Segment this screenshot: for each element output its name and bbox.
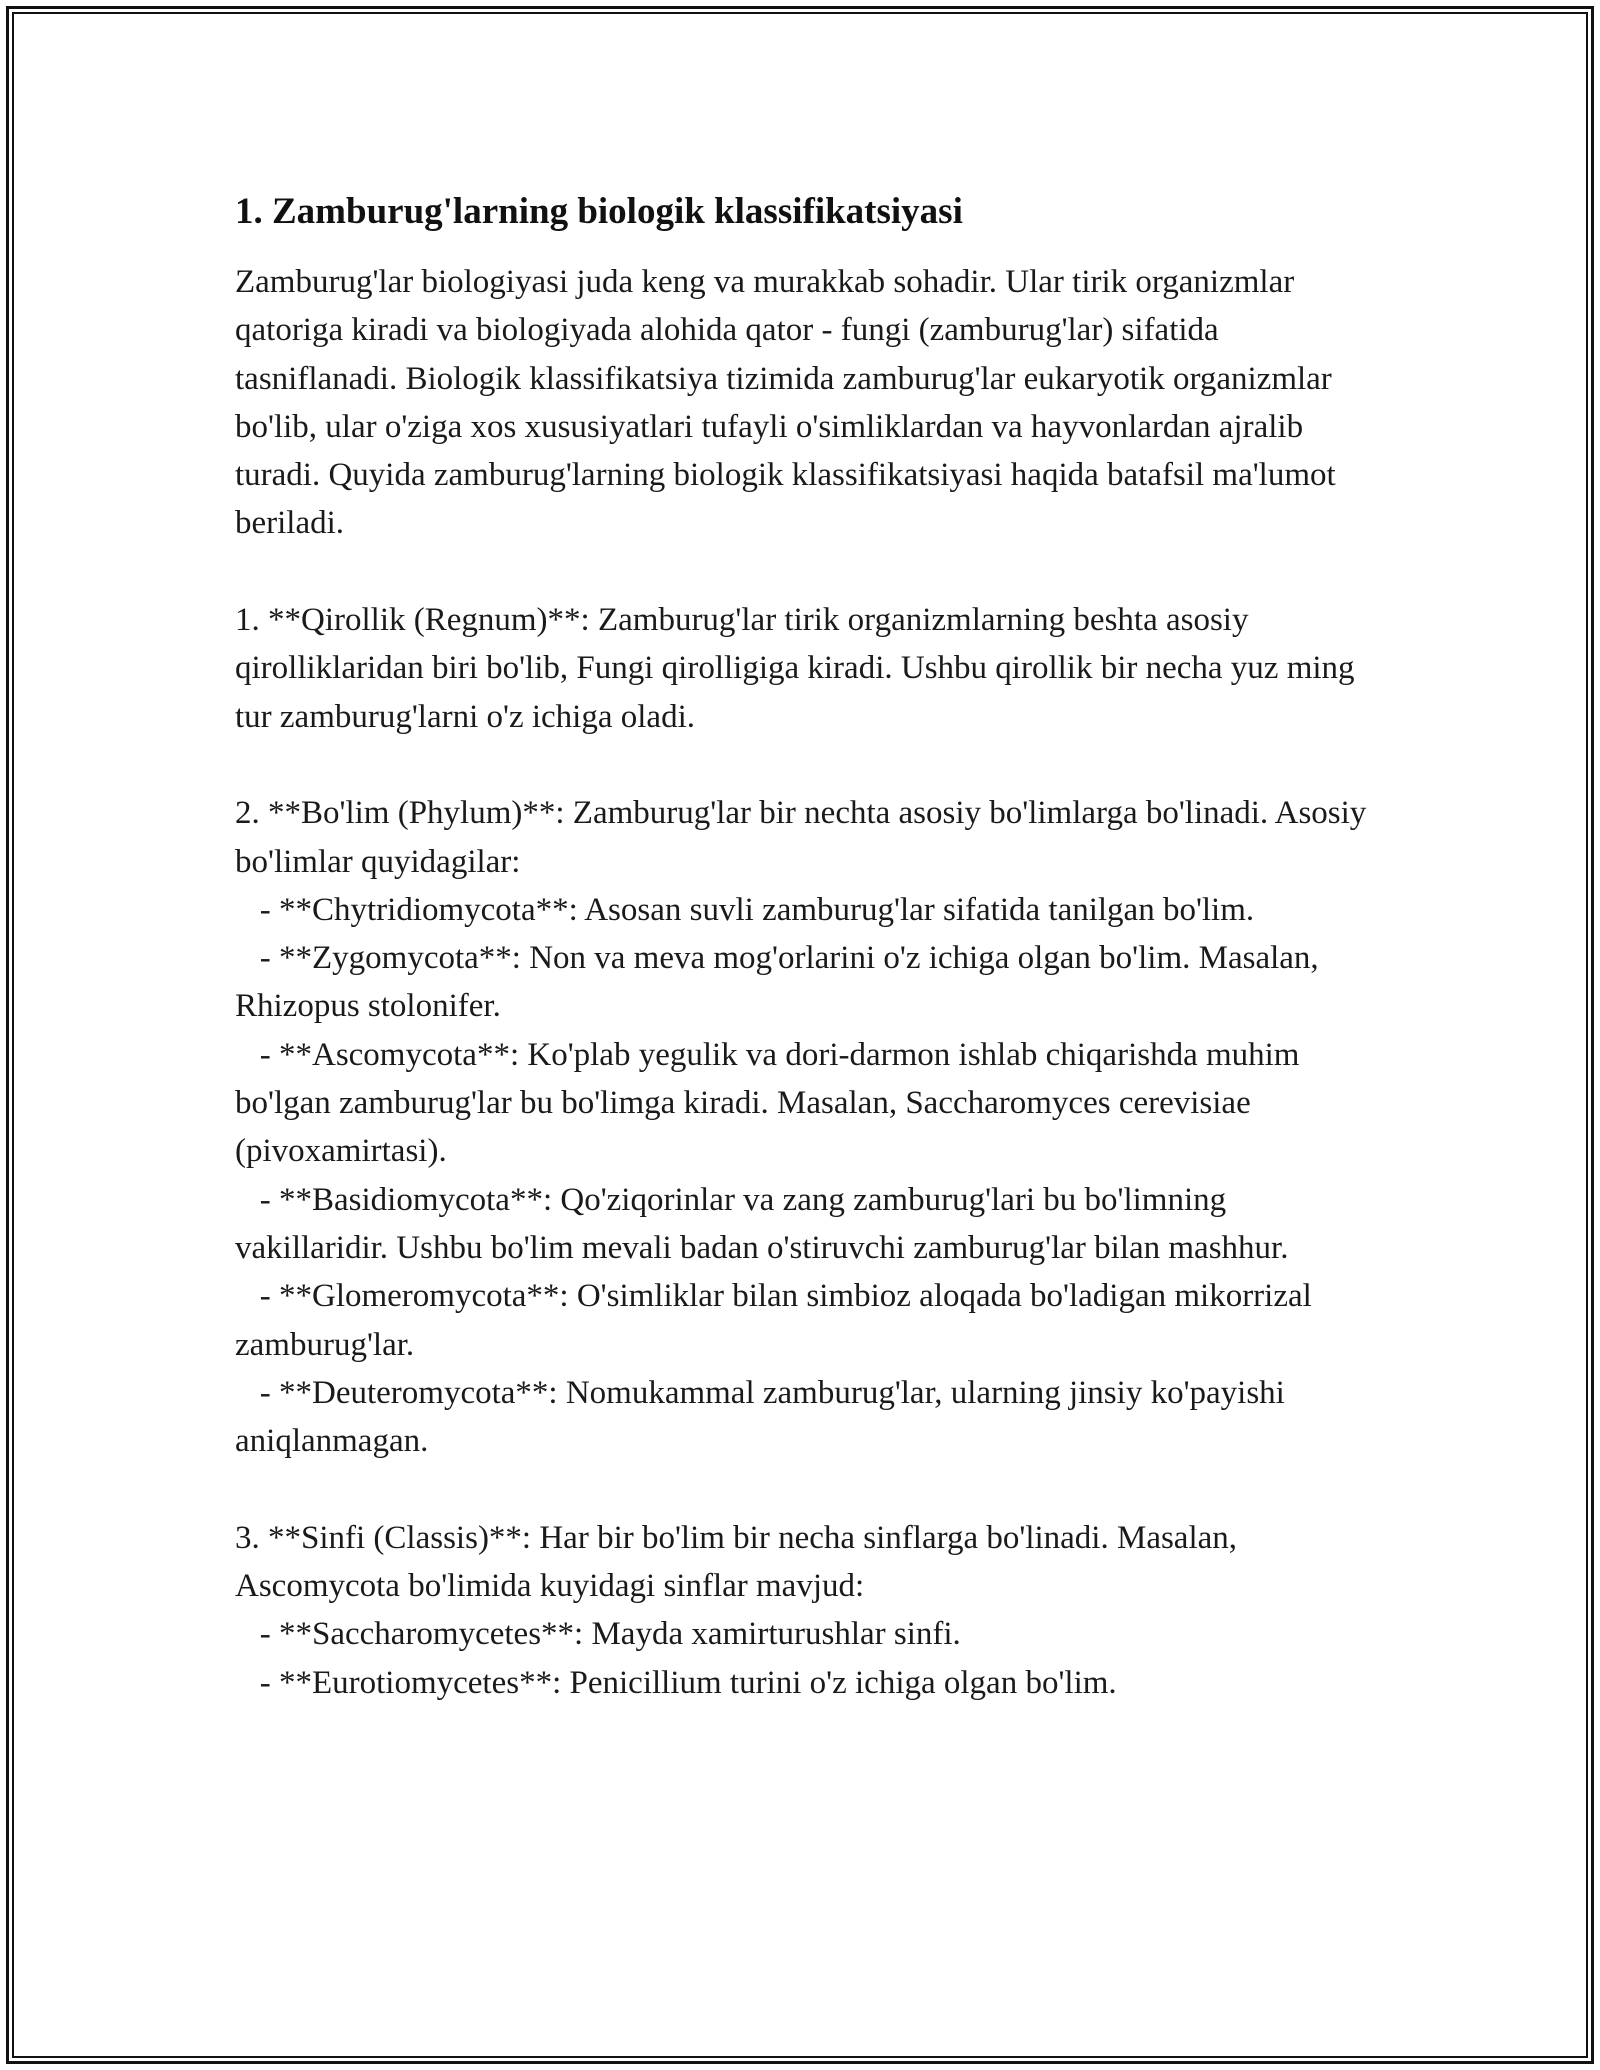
intro-paragraph: Zamburug'lar biologiyasi juda keng va murakkab sohadir. Ular tirik organizmlar qatoriga kiradi va biologiyada alohida qator - fungi (zamburug'lar) sifatida tasniflanadi. Biologik klassifikatsiya tizimida zamburug'lar eukaryotik organizmlar bo'lib, ular o'ziga xos xususiyatlari tufayli o'simliklardan va hayvonlardan ajralib turadi. Quyida zamburug'larning biologik klassifikatsiyasi haqida batafsil ma'lumot beriladi. [235,264,1344,542]
document-body [235,188,1385,1707]
section-class-heading: 3. **Sinfi (Classis)**: Har bir bo'lim bir necha sinflarga bo'linadi. Masalan, Ascomycota bo'limida kuyidagi sinflar mavjud: [235,1519,1244,1605]
document-title: 1. Zamburug'larning biologik klassifikatsiyasi [235,191,963,232]
paragraph-spacer [235,1465,1385,1513]
phylum-item-zygomycota: - **Zygomycota**: Non va meva mog'orlarini o'z ichiga olgan bo'lim. Masalan, Rhizopus stolonifer. [235,940,1327,1025]
phylum-item-glomeromycota: - **Glomeromycota**: O'simliklar bilan simbioz aloqada bo'ladigan mikorrizal zamburug'lar. [235,1278,1321,1363]
section-class [235,1514,1385,1707]
section-kingdom: 1. **Qirollik (Regnum)**: Zamburug'lar tirik organizmlarning beshta asosiy qirolliklaridan biri bo'lib, Fungi qirolligiga kiradi. Ushbu qirollik bir necha yuz ming tur zamburug'larni o'z ichiga oladi. [235,602,1363,735]
section-phylum [235,789,1385,1465]
phylum-item-chytridiomycota: - **Chytridiomycota**: Asosan suvli zamburug'lar sifatida tanilgan bo'lim. [235,891,1255,928]
phylum-item-deuteromycota: - **Deuteromycota**: Nomukammal zamburug'lar, ularning jinsiy ko'payishi aniqlanmagan. [235,1374,1294,1460]
paragraph-spacer [235,741,1385,789]
paragraph-spacer [235,548,1385,596]
section-phylum-heading: 2. **Bo'lim (Phylum)**: Zamburug'lar bir nechta asosiy bo'limlarga bo'linadi. Asosiy bo'limlar quyidagilar: [235,795,1375,880]
phylum-item-basidiomycota: - **Basidiomycota**: Qo'ziqorinlar va zang zamburug'lari bu bo'limning vakillaridir. Ushbu bo'lim mevali badan o'stiruvchi zamburug'lar bilan mashhur. [235,1181,1289,1266]
class-item-saccharomycetes: - **Saccharomycetes**: Mayda xamirturushlar sinfi. [235,1616,961,1653]
class-item-eurotiomycetes: - **Eurotiomycetes**: Penicillium turini o'z ichiga olgan bo'lim. [235,1664,1117,1701]
phylum-item-ascomycota: - **Ascomycota**: Ko'plab yegulik va dori-darmon ishlab chiqarishda muhim bo'lgan zamburug'lar bu bo'limga kiradi. Masalan, Saccharomyces cerevisiae (pivoxamirtasi). [235,1036,1308,1170]
